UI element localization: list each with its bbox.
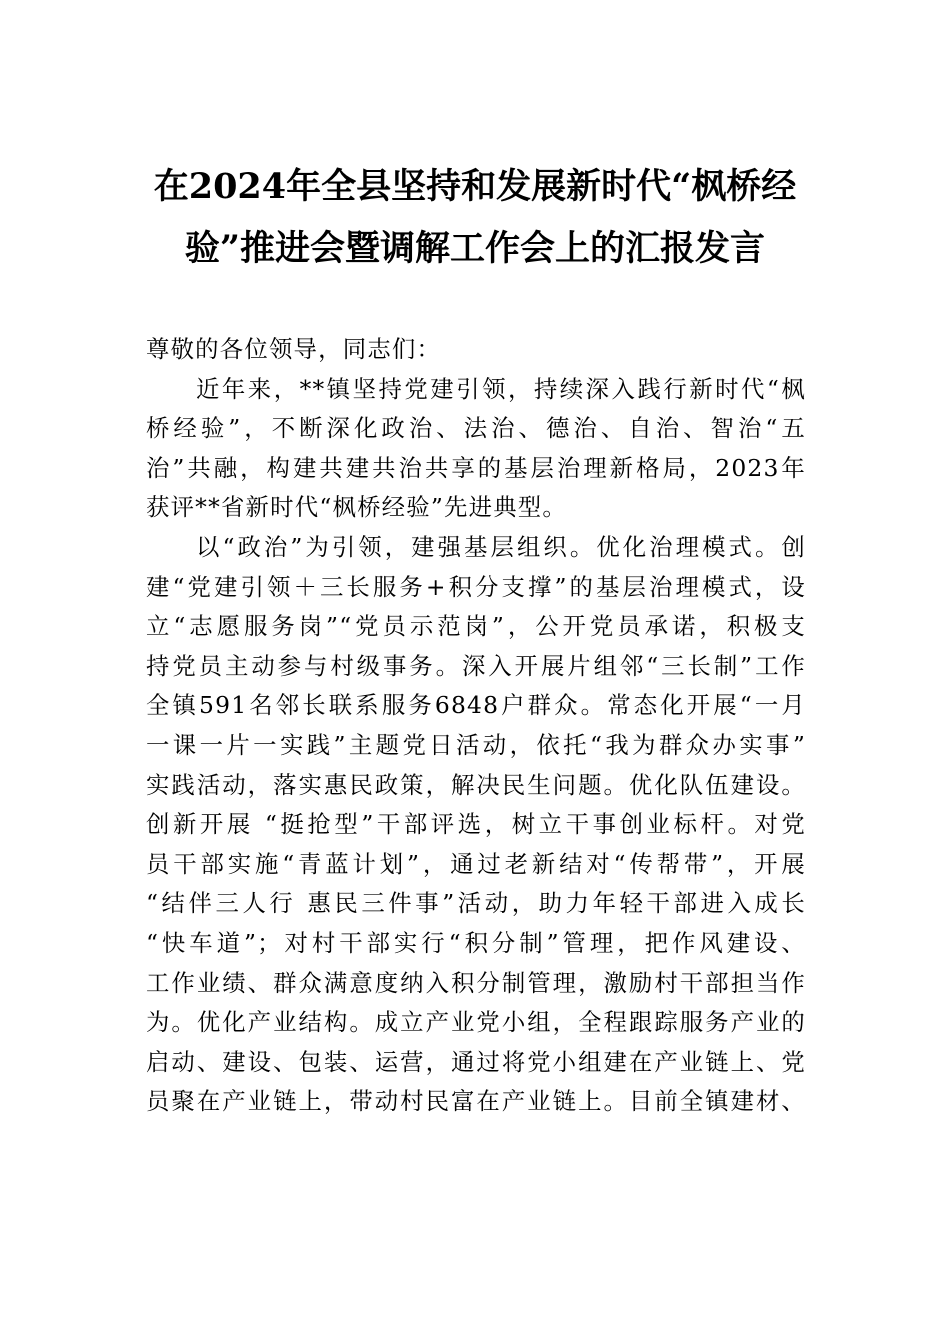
paragraph-line: 实践活动，落实惠民政策，解决民生问题。优化队伍建设。: [146, 770, 806, 799]
paragraph-line: 工作业绩、群众满意度纳入积分制管理，激励村干部担当作: [146, 968, 806, 997]
paragraph-line: 立“志愿服务岗”“党员示范岗”，公开党员承诺，积极支: [146, 612, 806, 641]
paragraph-line: 全镇591名邻长联系服务6848户群众。常态化开展“一月: [146, 691, 806, 720]
paragraph-line: 员干部实施“青蓝计划”，通过老新结对“传帮带”，开展: [146, 849, 806, 878]
document-body: [146, 330, 806, 1122]
paragraph-line: 获评**省新时代“枫桥经验”先进典型。: [146, 493, 567, 522]
paragraph-line: 为。优化产业结构。成立产业党小组，全程跟踪服务产业的: [146, 1008, 806, 1037]
paragraph-line: 治”共融，构建共建共治共享的基层治理新格局，2023年: [146, 453, 806, 482]
paragraph-line: 启动、建设、包装、运营，通过将党小组建在产业链上、党: [146, 1047, 806, 1076]
paragraph-line: 建“党建引领＋三长服务+积分支撑”的基层治理模式，设: [146, 572, 806, 601]
paragraph-line: 创新开展 “挺抢型”干部评选，树立干事创业标杆。对党: [146, 810, 806, 839]
document-title: [120, 156, 830, 280]
title-line-1: 在2024年全县坚持和发展新时代“枫桥经: [153, 166, 797, 207]
paragraph-line: “结伴三人行 惠民三件事”活动，助力年轻干部进入成长: [146, 889, 806, 918]
paragraph-politics: [146, 528, 806, 1122]
salutation: 尊敬的各位领导，同志们：: [146, 335, 442, 363]
paragraph-line: 持党员主动参与村级事务。深入开展片组邻“三长制”工作: [146, 651, 806, 680]
paragraph-intro: [146, 370, 806, 528]
title-line-2: 验”推进会暨调解工作会上的汇报发言: [184, 228, 766, 269]
paragraph-line: 以“政治”为引领，建强基层组织。优化治理模式。创: [196, 532, 806, 561]
paragraph-line: “快车道”；对村干部实行“积分制”管理，把作风建设、: [146, 928, 806, 957]
paragraph-line: 近年来，**镇坚持党建引领，持续深入践行新时代“枫: [196, 374, 806, 403]
paragraph-line: 员聚在产业链上，带动村民富在产业链上。目前全镇建材、: [146, 1087, 806, 1116]
paragraph-line: 一课一片一实践”主题党日活动，依托“我为群众办实事”: [146, 730, 806, 759]
paragraph-line: 桥经验”，不断深化政治、法治、德治、自治、智治“五: [146, 414, 806, 443]
